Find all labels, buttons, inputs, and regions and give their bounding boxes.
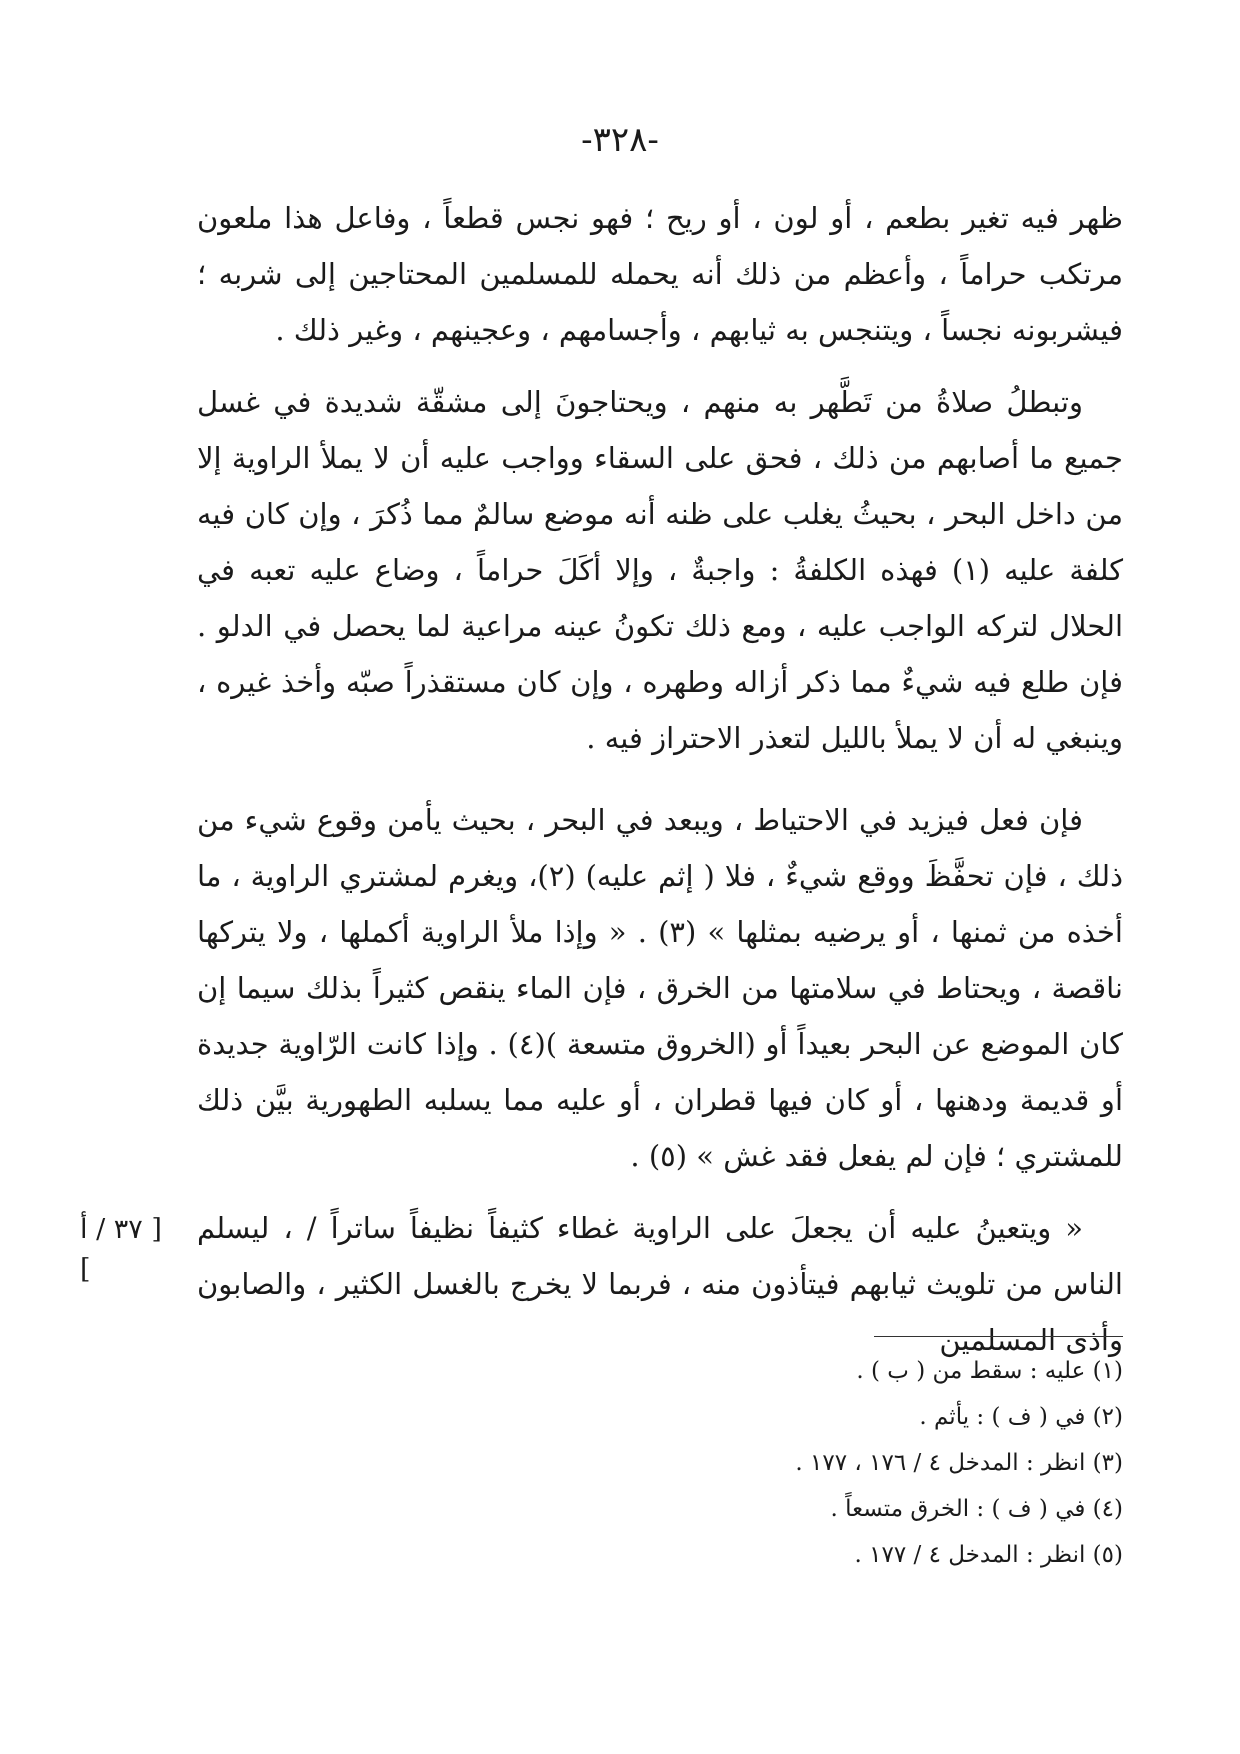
paragraph-gap xyxy=(197,358,1123,374)
paragraph-gap xyxy=(197,766,1123,792)
paragraph-gap xyxy=(197,1184,1123,1200)
footnotes xyxy=(600,1348,1123,1578)
paragraph-3: فإن فعل فيزيد في الاحتياط ، ويبعد في البحر ، بحيث يأمن وقوع شيء من ذلك ، فإن تحفَّظَ ووقع شيءٌ ، فلا ( إثم عليه) (٢)، ويغرم لمشتري الراوية ، ما أخذه من ثمنها ، أو يرضيه بمثلها » (٣) . « وإذا ملأ الراوية أكملها ، ولا يتركها ناقصة ، ويحتاط في سلامتها من الخرق ، فإن الماء ينقص كثيراً بذلك سيما إن كان الموضع عن البحر بعيداً أو (الخروق متسعة )(٤) . وإذا كانت الرّاوية جديدة أو قديمة ودهنها ، أو كان فيها قطران ، أو عليه مما يسلبه الطهورية بيَّن ذلك للمشتري ؛ فإن لم يفعل فقد غش » (٥) . xyxy=(197,803,1123,1173)
footnote-3: (٣) انظر : المدخل ٤ / ١٧٦ ، ١٧٧ . xyxy=(795,1450,1123,1476)
manuscript-folio-reference: [ ٣٧ / أ ] xyxy=(80,1214,162,1285)
main-text xyxy=(197,190,1123,1368)
paragraph-2: وتبطلُ صلاةُ من تَطَّهر به منهم ، ويحتاجونَ إلى مشقّة شديدة في غسل جميع ما أصابهم من ذلك ، فحق على السقاء وواجب عليه أن لا يملأ الراوية إلا من داخل البحر ، بحيثُ يغلب على ظنه أنه موضع سالمٌ مما ذُكرَ ، وإن كان فيه كلفة عليه (١) فهذه الكلفةُ : واجبةٌ ، وإلا أكَلَ حراماً ، وضاع عليه تعبه في الحلال لتركه الواجب عليه ، ومع ذلك تكونُ عينه مراعية لما يحصل في الدلو . فإن طلع فيه شيءٌ مما ذكر أزاله وطهره ، وإن كان مستقذراً صبّه وأخذ غيره ، وينبغي له أن لا يملأ بالليل لتعذر الاحتراز فيه . xyxy=(197,385,1123,755)
page-number: -٣٢٨- xyxy=(581,120,659,160)
footnote-4: (٤) في ( ف ) : الخرق متسعاً . xyxy=(830,1496,1123,1522)
footnote-separator xyxy=(874,1336,1123,1337)
footnote-2: (٢) في ( ف ) : يأثم . xyxy=(919,1404,1123,1430)
footnote-1: (١) عليه : سقط من ( ب ) . xyxy=(856,1358,1123,1384)
paragraph-4: « ويتعينُ عليه أن يجعلَ على الراوية غطاء كثيفاً نظيفاً ساتراً / ، ليسلم الناس من تلويث ثيابهم فيتأذون منه ، فربما لا يخرج بالغسل الكثير ، والصابون وأذى المسلمين xyxy=(197,1211,1123,1357)
footnote-5: (٥) انظر : المدخل ٤ / ١٧٧ . xyxy=(854,1542,1123,1568)
paragraph-1: ظهر فيه تغير بطعم ، أو لون ، أو ريح ؛ فهو نجس قطعاً ، وفاعل هذا ملعون مرتكب حراماً ، وأعظم من ذلك أنه يحمله للمسلمين المحتاجين إلى شربه ؛ فيشربونه نجساً ، ويتنجس به ثيابهم ، وأجسامهم ، وعجينهم ، وغير ذلك . xyxy=(197,201,1123,347)
